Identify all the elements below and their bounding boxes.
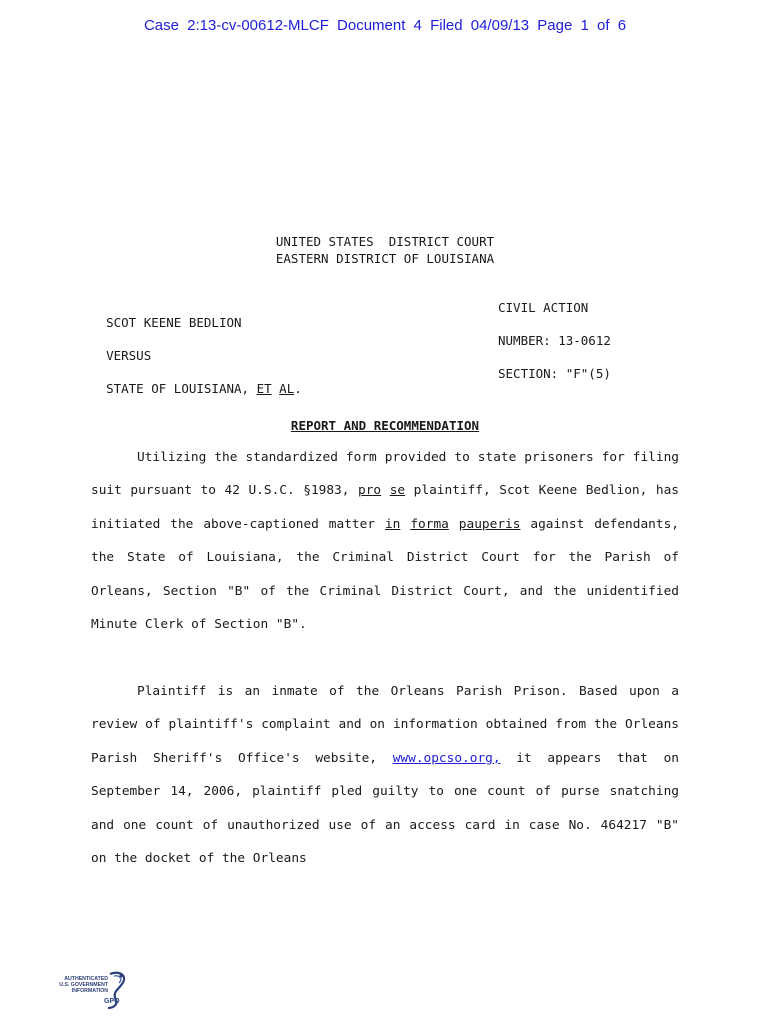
opcso-link[interactable]: www.opcso.org, bbox=[392, 750, 501, 766]
court-line-1: UNITED STATES DISTRICT COURT bbox=[275, 234, 495, 249]
case-header: Case 2:13-cv-00612-MLCF Document 4 Filed 04/09/13 Page 1 of 6 bbox=[143, 17, 627, 34]
gpo-seal-text: AUTHENTICATED U.S. GOVERNMENT INFORMATION bbox=[59, 976, 108, 994]
case-number: NUMBER: 13-0612 bbox=[498, 333, 611, 348]
defendant-name: STATE OF LOUISIANA, ET AL. bbox=[106, 381, 302, 396]
section-label: SECTION: "F"(5) bbox=[498, 366, 611, 381]
paragraph-1: Utilizing the standardized form provided to state prisoners for filing suit pursuant to 42 U.S.C. §1983, pro se plaintiff, Scot Keene Bedlion, has initiated the above-captioned matter in forma pauperis against defendants, the State of Louisiana, the Criminal District Court for the Parish of Orleans, Section "B" of the Criminal District Court, and the unidentified Minute Clerk of Section "B". bbox=[91, 450, 679, 633]
document-title: REPORT AND RECOMMENDATION bbox=[290, 418, 480, 433]
versus-label: VERSUS bbox=[106, 348, 152, 363]
gpo-eagle-icon bbox=[106, 970, 128, 1010]
court-name bbox=[0, 233, 770, 267]
gpo-mark: GPO bbox=[104, 998, 120, 1005]
caption-row-3 bbox=[91, 366, 681, 411]
civil-action-label: CIVIL ACTION bbox=[498, 300, 589, 315]
plaintiff-name: SCOT KEENE BEDLION bbox=[106, 315, 242, 330]
gpo-authentication-seal bbox=[44, 970, 128, 1014]
paragraph-2: Plaintiff is an inmate of the Orleans Parish Prison. Based upon a review of plaintiff's complaint and on information obtained from the Orleans Parish Sheriff's Office's website, www.opcso.org, it appears that on September 14, 2006, plaintiff pled guilty to one count of purse snatching and one count of unauthorized use of an access card in case No. 464217 "B" on the docket of the Orleans bbox=[91, 684, 680, 867]
court-line-2: EASTERN DISTRICT OF LOUISIANA bbox=[275, 251, 495, 266]
